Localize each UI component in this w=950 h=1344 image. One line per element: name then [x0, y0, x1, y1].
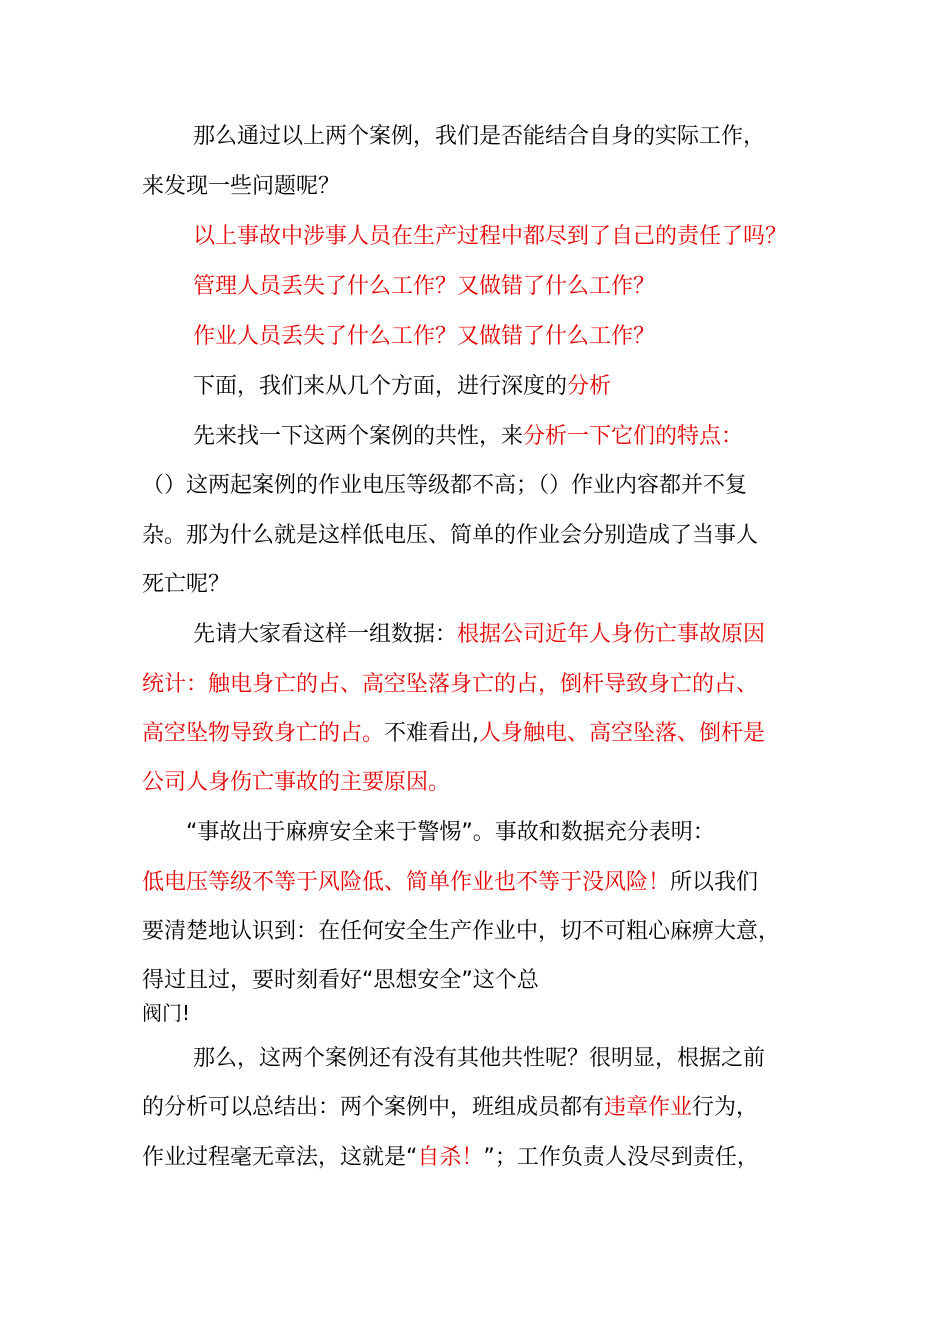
text-line	[193, 620, 765, 650]
text-line	[142, 966, 539, 996]
text-span: 先请大家看这样一组数据：	[193, 622, 458, 647]
text-span: 作业人员丢失了什么工作？又做错了什么工作？	[193, 324, 656, 349]
text-line	[142, 471, 747, 501]
text-span: 管理人员丢失了什么工作？又做错了什么工作？	[193, 274, 656, 299]
text-span: ”；工作负责人没尽到责任，	[483, 1145, 759, 1170]
highlight-span: 高空坠物导致身亡的占。	[142, 721, 385, 746]
text-line	[186, 818, 715, 848]
text-line	[142, 570, 230, 600]
text-line	[142, 670, 758, 700]
text-span: 死亡呢？	[142, 572, 231, 597]
text-span: 以上事故中涉事人员在生产过程中都尽到了自己的责任了吗？	[193, 224, 788, 249]
highlight-span: 低电压等级不等于风险低、简单作业也不等于没风险！	[142, 870, 671, 895]
text-span: 下面，我们来从几个方面，进行深度的	[193, 374, 568, 399]
text-span: 的分析可以总结出：两个案例中，班组成员都有	[142, 1095, 605, 1120]
text-span: （）这两起案例的作业电压等级都不高；（）作业内容都并不复	[142, 473, 748, 498]
highlight-span: 根据公司近年人身伤亡事故原因	[457, 622, 766, 647]
highlight-span: 违章作业	[604, 1095, 693, 1120]
text-line	[142, 917, 780, 947]
text-span: 不难看出,	[384, 721, 480, 746]
text-line	[193, 122, 765, 152]
text-span: 行为，	[692, 1095, 759, 1120]
text-line	[142, 521, 758, 551]
text-span: 那么通过以上两个案例，我们是否能结合自身的实际工作，	[193, 124, 766, 149]
highlight-span: 公司人身伤亡事故的主要原因。	[142, 770, 451, 795]
highlight-span: 分析	[567, 374, 612, 399]
text-line	[142, 768, 450, 798]
text-span: 阀门!	[142, 1001, 191, 1025]
text-line	[193, 372, 611, 402]
text-span: 得过且过，要时刻看好“思想安全”这个总	[142, 968, 539, 993]
text-line	[142, 172, 340, 202]
highlight-span: 人身触电、高空坠落、倒杆是	[479, 721, 766, 746]
text-line	[193, 1044, 765, 1074]
text-span: 所以我们	[670, 870, 759, 895]
question-line	[193, 222, 787, 252]
text-line	[142, 719, 765, 749]
text-line	[142, 868, 758, 898]
text-line	[142, 1093, 758, 1123]
text-span: 那么，这两个案例还有没有其他共性呢？很明显，根据之前	[193, 1046, 766, 1071]
text-line	[142, 998, 190, 1028]
text-line	[142, 1143, 759, 1173]
question-line	[193, 272, 655, 302]
question-line	[193, 322, 655, 352]
text-span: 杂。那为什么就是这样低电压、简单的作业会分别造成了当事人	[142, 523, 759, 548]
highlight-span: 统计：触电身亡的占、高空坠落身亡的占，倒杆导致身亡的占、	[142, 672, 759, 697]
highlight-span: 自杀！	[417, 1145, 484, 1170]
text-span: 作业过程毫无章法，这就是“	[142, 1145, 418, 1170]
text-line	[193, 422, 743, 452]
text-span: “事故出于麻痹安全来于警惕”。事故和数据充分表明：	[186, 820, 715, 845]
text-span: 来发现一些问题呢？	[142, 174, 341, 199]
text-span: 先来找一下这两个案例的共性，来	[193, 424, 524, 449]
text-span: 要清楚地认识到：在任何安全生产作业中，切不可粗心麻痹大意，	[142, 919, 781, 944]
highlight-span: 分析一下它们的特点：	[523, 424, 744, 449]
